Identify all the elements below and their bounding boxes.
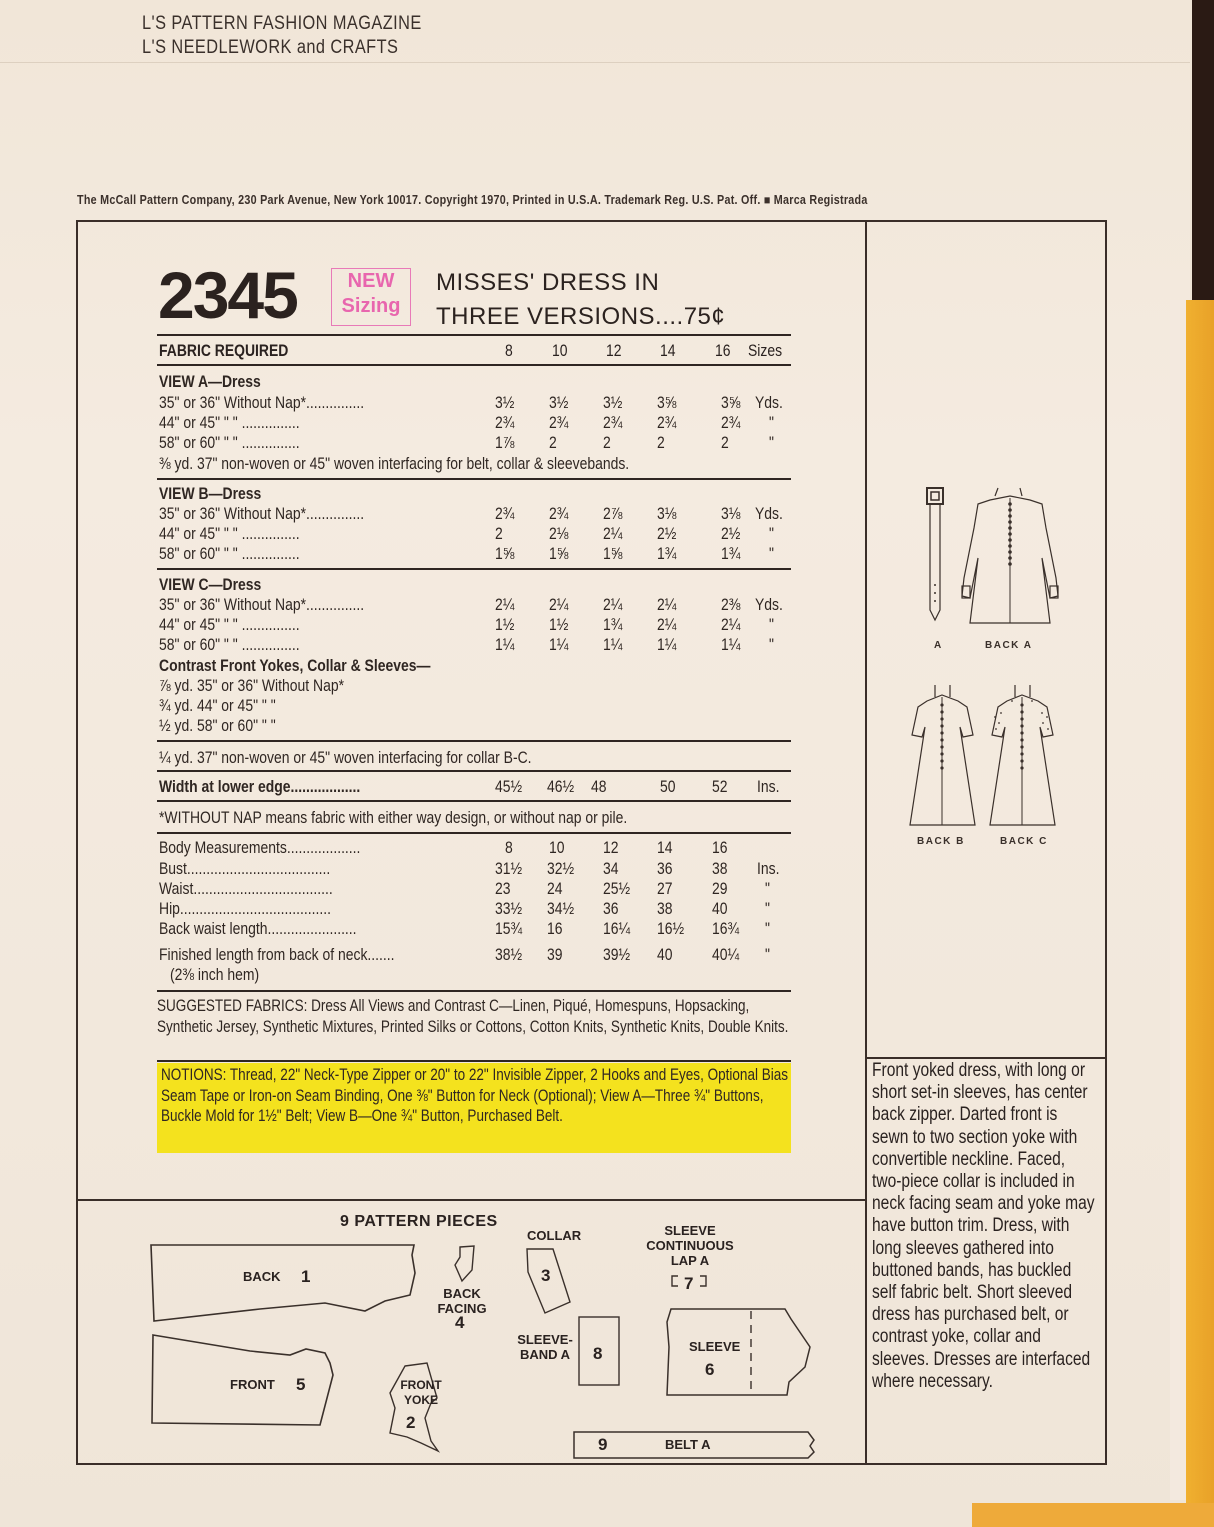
cell: 39½ (603, 945, 631, 964)
cell: 50 (660, 777, 676, 796)
cell: 38 (712, 859, 728, 878)
unit: " (769, 615, 774, 634)
row-label: Finished length from back of neck....... (159, 945, 395, 964)
row-label: Waist.................................... (159, 879, 333, 898)
cell: 3½ (549, 393, 569, 412)
cell: 3½ (495, 393, 515, 412)
rule (157, 800, 791, 802)
pattern-pieces-divider (76, 1199, 866, 1201)
envelope-orange-corner (972, 1503, 1214, 1527)
badge-line-2: Sizing (341, 295, 401, 317)
rule (157, 770, 791, 772)
back-c-label: BACK C (1000, 836, 1048, 847)
back-b-label: BACK B (917, 836, 965, 847)
cell: 3½ (603, 393, 623, 412)
pattern-number: 2345 (158, 258, 297, 332)
rule (157, 990, 791, 992)
cell: 36 (603, 899, 619, 918)
cell: 1½ (495, 615, 515, 634)
cell: 2 (657, 433, 665, 452)
rule (157, 364, 791, 366)
unit: " (769, 433, 774, 452)
back-b-dress-illustration (905, 685, 980, 830)
piece-collar-number: 3 (541, 1266, 551, 1285)
row-label: 44" or 45" " " ............... (159, 413, 300, 432)
cell: 3⅛ (657, 504, 677, 523)
cell: 16½ (657, 919, 685, 938)
piece-sleeve-lap-label: SLEEVE CONTINUOUS LAP A (646, 1223, 734, 1268)
cell: 2¾ (549, 413, 569, 432)
cell: 34½ (547, 899, 575, 918)
piece-back-facing-shape (452, 1245, 477, 1285)
cell: 2 (603, 433, 611, 452)
cell: 2½ (721, 524, 741, 543)
cell: 2¼ (495, 595, 515, 614)
cell: 2¼ (603, 595, 623, 614)
contrast-title: Contrast Front Yokes, Collar & Sleeves— (159, 656, 431, 675)
cell: 2¾ (657, 413, 677, 432)
without-nap-note: *WITHOUT NAP means fabric with either way design, or without nap or pile. (159, 808, 628, 827)
cell: 16¾ (712, 919, 740, 938)
piece-belt-number: 9 (598, 1435, 608, 1454)
back-c-dress-illustration (985, 685, 1060, 830)
cell: 2½ (657, 524, 677, 543)
piece-back-facing-number: 4 (455, 1313, 465, 1332)
row-label: 35" or 36" Without Nap*............... (159, 393, 365, 412)
cell: 2¾ (495, 413, 515, 432)
pattern-description (872, 1060, 1102, 1393)
row-label: Width at lower edge.................. (159, 777, 361, 796)
piece-belt-label: BELT A (665, 1437, 711, 1452)
unit: Yds. (755, 595, 783, 614)
cell: 2⅜ (721, 595, 741, 614)
row-label: Back waist length....................... (159, 919, 357, 938)
piece-collar-label: COLLAR (527, 1228, 582, 1243)
magazine-line-2: L'S NEEDLEWORK and CRAFTS (142, 37, 399, 58)
unit: " (765, 899, 770, 918)
size-header-8: 8 (505, 341, 513, 360)
unit: Ins. (757, 859, 780, 878)
description-divider (866, 1057, 1107, 1059)
interfacing-bc-note: ¼ yd. 37" non-woven or 45" woven interfacing for collar B-C. (159, 748, 532, 767)
row-label: Bust..................................... (159, 859, 331, 878)
unit: Yds. (755, 504, 783, 523)
cell: 52 (712, 777, 728, 796)
cell: 3⅝ (721, 393, 741, 412)
cell: 16 (547, 919, 563, 938)
cell: 2¼ (721, 615, 741, 634)
unit: " (765, 879, 770, 898)
belt-illustration (925, 485, 955, 625)
row-label: 58" or 60" " " ............... (159, 544, 300, 563)
sizes-label: Sizes (748, 341, 783, 360)
size-header-12: 12 (606, 341, 622, 360)
notions-text: NOTIONS: Thread, 22" Neck-Type Zipper or 20" to 22" Invisible Zipper, 2 Hooks and Eyes, Optional Bias Seam Tape or Iron-on Seam Binding, One ⅜" Button for Neck (Optional); View A—Three ¾" Buttons, Buckle Mold for 1½" Belt; View B—One ¾" Button, Purchased Belt. (161, 1066, 789, 1125)
copyright-line: The McCall Pattern Company, 230 Park Avenue, New York 10017. Copyright 1970, Printed in U.S.A. Trademark Reg. U.S. Pat. Off. ■ Marca Registrada (77, 193, 868, 207)
cell: 10 (549, 838, 565, 857)
cell: 16 (712, 838, 728, 857)
magazine-header (142, 12, 422, 60)
rule (157, 740, 791, 742)
row-label: Body Measurements................... (159, 838, 361, 857)
rule (157, 334, 791, 336)
piece-front-label: FRONT (230, 1377, 275, 1392)
belt-label: A (934, 640, 943, 651)
back-a-dress-illustration (960, 488, 1075, 628)
cell: 1¼ (721, 635, 741, 654)
cell: 2 (721, 433, 729, 452)
contrast-line: ⅞ yd. 35" or 36" Without Nap* (159, 676, 345, 695)
cell: 1⅝ (495, 544, 515, 563)
cell: 12 (603, 838, 619, 857)
fabric-required-heading: FABRIC REQUIRED (159, 341, 289, 360)
cell: 16¼ (603, 919, 631, 938)
piece-back-number: 1 (301, 1267, 311, 1286)
back-a-label: BACK A (985, 640, 1033, 651)
row-label: 44" or 45" " " ............... (159, 615, 300, 634)
view-b-title: VIEW B—Dress (159, 484, 262, 503)
cell: 38 (657, 899, 673, 918)
cell: 14 (657, 838, 673, 857)
cell: 2¾ (603, 413, 623, 432)
piece-back-facing-label: BACK FACING (437, 1286, 487, 1316)
size-header-16: 16 (715, 341, 731, 360)
new-sizing-badge (331, 268, 411, 326)
piece-sleeve-lap-number: 7 (684, 1274, 694, 1293)
view-a-title: VIEW A—Dress (159, 372, 261, 391)
cell: 29 (712, 879, 728, 898)
cell: 2 (495, 524, 503, 543)
envelope-orange-edge (1186, 300, 1214, 1527)
row-label: 44" or 45" " " ............... (159, 524, 300, 543)
magazine-line-1: L'S PATTERN FASHION MAGAZINE (142, 13, 422, 34)
cell: 23 (495, 879, 511, 898)
cell: 1¼ (657, 635, 677, 654)
suggested-fabrics-text: SUGGESTED FABRICS: Dress All Views and Contrast C—Linen, Piqué, Homespuns, Hopsacking, Synthetic Jersey, Synthetic Mixtures, Printed Silks or Cottons, Cotton Knits, Synthetic Knits, Double Knits. (157, 997, 789, 1036)
row-label: 35" or 36" Without Nap*............... (159, 595, 365, 614)
size-header-10: 10 (552, 341, 568, 360)
unit: " (769, 544, 774, 563)
rule (157, 1060, 791, 1062)
cell: 15¾ (495, 919, 523, 938)
cell: 1¼ (603, 635, 623, 654)
piece-sleeve-label: SLEEVE (689, 1339, 741, 1354)
row-label: Hip....................................... (159, 899, 331, 918)
cell: 40 (657, 945, 673, 964)
cell: 3⅛ (721, 504, 741, 523)
cell: 2¼ (549, 595, 569, 614)
cell: 1¾ (657, 544, 677, 563)
size-header-14: 14 (660, 341, 676, 360)
cell: 46½ (547, 777, 575, 796)
cell: 39 (547, 945, 563, 964)
piece-front-number: 5 (296, 1375, 306, 1394)
cell: 2 (549, 433, 557, 452)
cell: 2¾ (495, 504, 515, 523)
piece-front-yoke-number: 2 (406, 1413, 416, 1432)
cell: 2¼ (657, 615, 677, 634)
cell: 38½ (495, 945, 523, 964)
contrast-line: ¾ yd. 44" or 45" " " (159, 696, 276, 715)
unit: Ins. (757, 777, 780, 796)
pattern-pieces-title: 9 PATTERN PIECES (340, 1213, 498, 1230)
cell: 45½ (495, 777, 523, 796)
unit: " (769, 635, 774, 654)
piece-back-shape (150, 1243, 420, 1323)
piece-front-yoke-label: FRONT YOKE (400, 1378, 442, 1407)
cell: 32½ (547, 859, 575, 878)
cell: 34 (603, 859, 619, 878)
cell: 3⅝ (657, 393, 677, 412)
unit: Yds. (755, 393, 783, 412)
cell: 2¼ (603, 524, 623, 543)
row-label: 35" or 36" Without Nap*............... (159, 504, 365, 523)
row-label: 58" or 60" " " ............... (159, 635, 300, 654)
cell: 27 (657, 879, 673, 898)
unit: " (769, 524, 774, 543)
badge-line-1: NEW (347, 270, 395, 292)
cell: 1⅞ (495, 433, 515, 452)
cell: 1¾ (603, 615, 623, 634)
rule (157, 478, 791, 480)
cell: 1¼ (549, 635, 569, 654)
flap-fold-line (0, 62, 1190, 63)
title-line-1: MISSES' DRESS IN (436, 269, 660, 296)
piece-sleeve-band-number: 8 (593, 1344, 603, 1363)
cell: 1¼ (495, 635, 515, 654)
row-label: 58" or 60" " " ............... (159, 433, 300, 452)
cell: 1⅝ (549, 544, 569, 563)
cell: 1⅝ (603, 544, 623, 563)
pattern-title (436, 266, 725, 334)
cell: 24 (547, 879, 563, 898)
cell: 1½ (549, 615, 569, 634)
hem-note: (2⅜ inch hem) (170, 965, 260, 984)
cell: 1¾ (721, 544, 741, 563)
unit: " (769, 413, 774, 432)
contrast-line: ½ yd. 58" or 60" " " (159, 716, 276, 735)
envelope-dark-edge (1192, 0, 1214, 300)
cell: 2¾ (549, 504, 569, 523)
cell: 40 (712, 899, 728, 918)
cell: 33½ (495, 899, 523, 918)
notions-box (157, 1063, 791, 1153)
view-a-interfacing-note: ⅜ yd. 37" non-woven or 45" woven interfacing for belt, collar & sleevebands. (159, 454, 630, 473)
cell: 31½ (495, 859, 523, 878)
piece-back-label: BACK (243, 1269, 281, 1284)
piece-sleeve-number: 6 (705, 1360, 715, 1379)
cell: 40¼ (712, 945, 740, 964)
cell: 36 (657, 859, 673, 878)
description-text: Front yoked dress, with long or short set-in sleeves, has center back zipper. Darted front is sewn to two section yoke with convertible neckline. Faced, two-piece collar is included in neck facing seam and yoke may have button trim. Dress, with long sleeves gathered into buttoned bands, has buckled self fabric belt. Short sleeved dress has purchased belt, or contrast yoke, collar and sleeves. Dresses are interfaced where necessary. (872, 1060, 1095, 1392)
title-line-2: THREE VERSIONS....75¢ (436, 303, 726, 330)
cell: 2⅛ (549, 524, 569, 543)
suggested-fabrics (157, 996, 791, 1037)
unit: " (765, 945, 770, 964)
view-c-title: VIEW C—Dress (159, 575, 262, 594)
rule (157, 568, 791, 570)
vertical-divider (865, 220, 867, 1465)
piece-sleeve-band-label: SLEEVE-BAND A (517, 1332, 573, 1362)
rule (157, 832, 791, 834)
cell: 2¼ (657, 595, 677, 614)
unit: " (765, 919, 770, 938)
cell: 48 (591, 777, 607, 796)
cell: 2¾ (721, 413, 741, 432)
cell: 8 (505, 838, 513, 857)
cell: 2⅞ (603, 504, 623, 523)
cell: 25½ (603, 879, 631, 898)
